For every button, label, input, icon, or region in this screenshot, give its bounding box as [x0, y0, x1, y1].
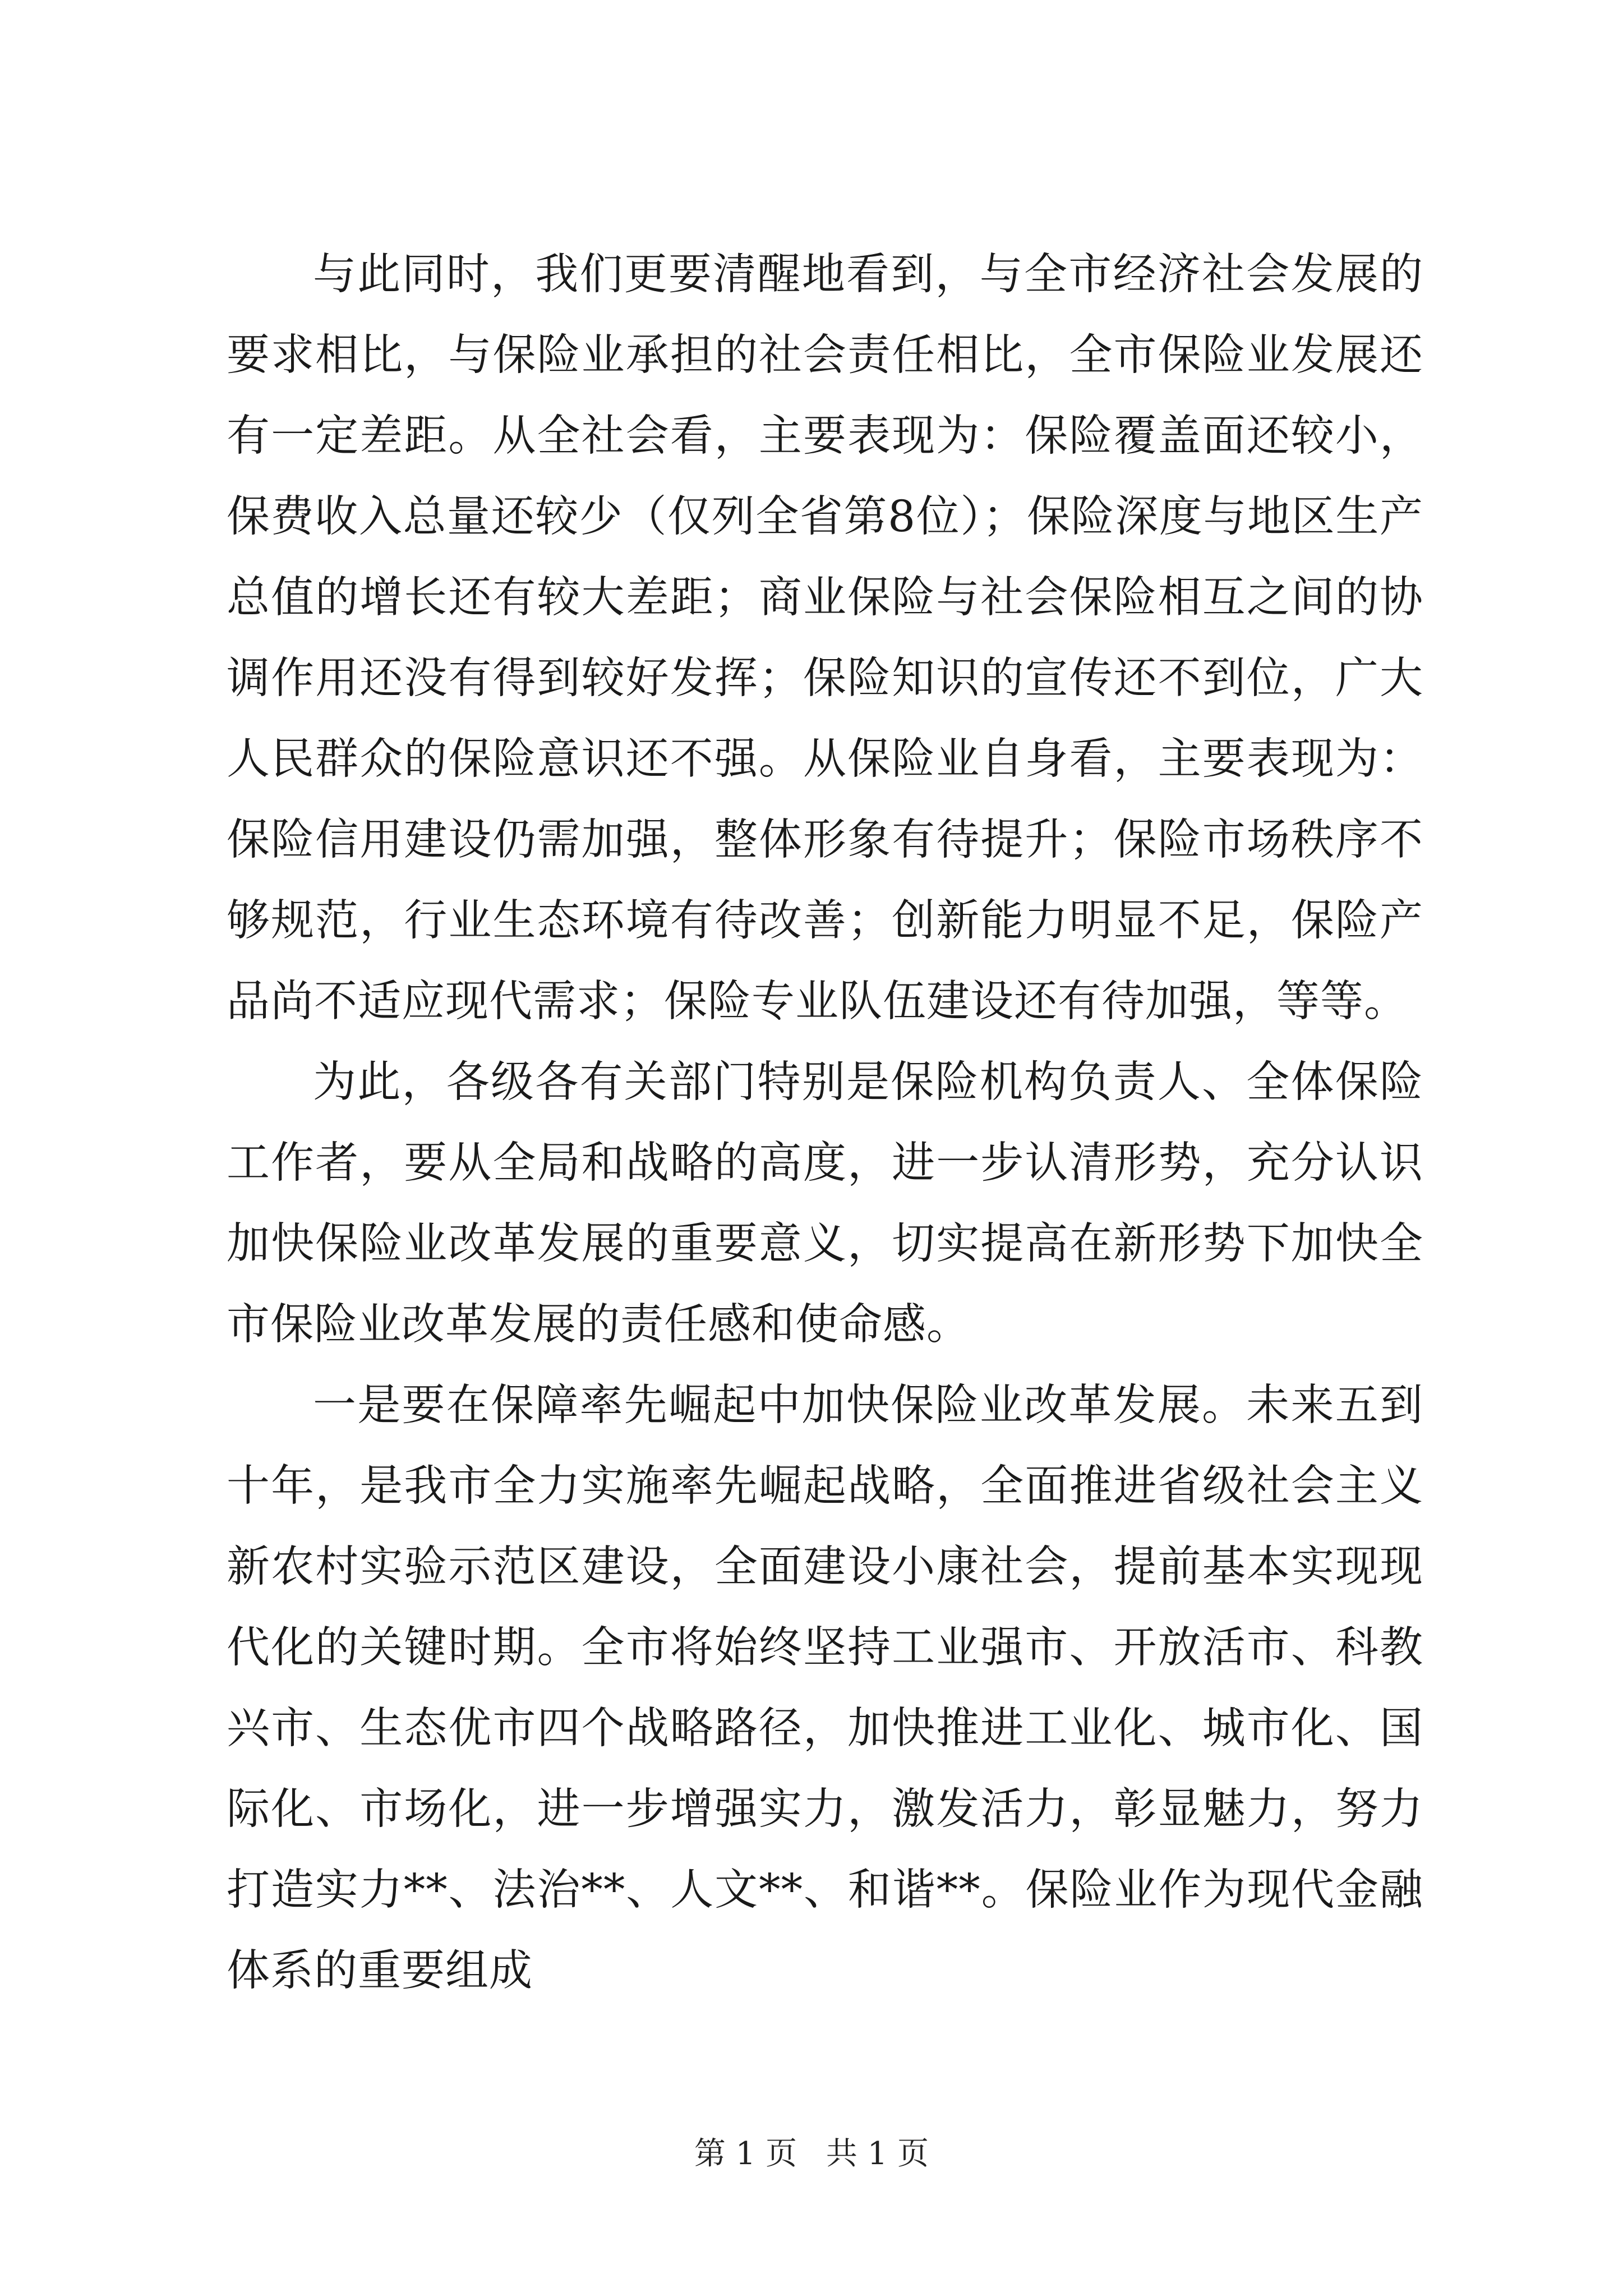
document-body — [227, 234, 1423, 2012]
page-footer — [0, 2134, 1623, 2174]
page-number: 第 1 页 — [694, 2136, 797, 2172]
paragraph-first-point: 一是要在保障率先崛起中加快保险业改革发展。未来五到十年，是我市全力实施率先崛起战略，全面推进省级社会主义新农村实验示范区建设，全面建设小康社会，提前基本实现现代化的关键时期。全市将始终坚持工业强市、开放活市、科教兴市、生态优市四个战略路径，加快推进工业化、城市化、国际化、市场化，进一步增强实力，激发活力，彰显魅力，努力打造实力**、法治**、人文**、和谐**。保险业作为现代金融体系的重要组成 — [227, 1381, 1423, 1996]
paragraph-situation: 与此同时，我们更要清醒地看到，与全市经济社会发展的要求相比，与保险业承担的社会责任相比，全市保险业发展还有一定差距。从全社会看，主要表现为：保险覆盖面还较小，保费收入总量还较少（仅列全省第8位）；保险深度与地区生产总值的增长还有较大差距；商业保险与社会保险相互之间的协调作用还没有得到较好发挥；保险知识的宣传还不到位，广大人民群众的保险意识还不强。从保险业自身看，主要表现为：保险信用建设仍需加强，整体形象有待提升；保险市场秩序不够规范，行业生态环境有待改善；创新能力明显不足，保险产品尚不适应现代需求；保险专业队伍建设还有待加强，等等。 — [227, 250, 1423, 1027]
page-total: 共 1 页 — [826, 2136, 929, 2172]
paragraph-responsibility: 为此，各级各有关部门特别是保险机构负责人、全体保险工作者，要从全局和战略的高度，进一步认清形势，充分认识加快保险业改革发展的重要意义，切实提高在新形势下加快全市保险业改革发展的责任感和使命感。 — [227, 1057, 1423, 1350]
